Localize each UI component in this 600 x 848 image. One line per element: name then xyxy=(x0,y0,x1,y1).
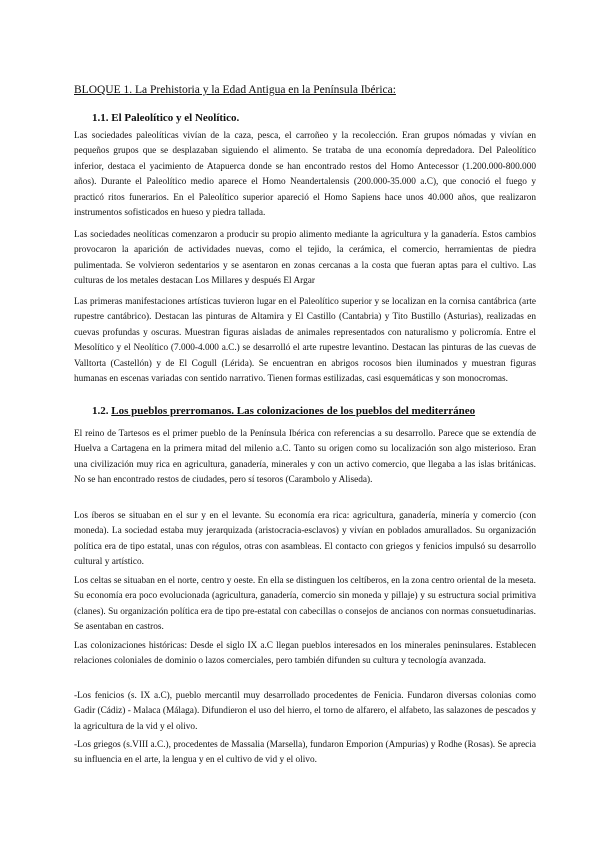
document-title: BLOQUE 1. La Prehistoria y la Edad Antigua en la Península Ibérica: xyxy=(74,84,396,96)
paragraph: Los celtas se situaban en el norte, centro y oeste. En ella se distinguen los celtíberos, en la zona centro oriental de la meseta. Su economía era poco evolucionada (agricultura, ganadería, comercio sin moneda y pillaje) y su estructura social primitiva (clanes). Su organización política era de tipo pre-estatal con cabecillas o consejos de ancianos con normas consuetudinarias. Se asentaban en castros. xyxy=(74,576,536,633)
section-1-number: 1.1. xyxy=(92,112,109,124)
paragraph: -Los fenicios (s. IX a.C), pueblo mercantil muy desarrollado procedentes de Fenicia. Fundaron diversas colonias como Gadir (Cádiz) - Malaca (Málaga). Difundieron el uso del hierro, el torno de alfarero, el alfabeto, las salazones de pescados y la agricultura de la vid y el olivo. xyxy=(74,691,536,732)
paragraph: -Los griegos (s.VIII a.C.), procedentes de Massalia (Marsella), fundaron Emporion (Ampurias) y Rodhe (Rosas). Se aprecia su influencia en el arte, la lengua y en el cultivo de vid y el olivo. xyxy=(74,740,536,766)
paragraph: Las primeras manifestaciones artísticas tuvieron lugar en el Paleolítico superior y se localizan en la cornisa cantábrica (arte rupestre cantábrico). Destacan las pinturas de Altamira y El Castillo (Cantabria) y Tito Bustillo (Asturias), realizadas en cuevas profundas y oscuras. Muestran figuras aisladas de animales representados con naturalismo y policromía. Entre el Mesolítico y el Neolítico (7.000-4.000 a.C.) se desarrolló el arte rupestre levantino. Destacan las pinturas de las cuevas de Valltorta (Castellón) y de El Cogull (Lérida). Se encuentran en abrigos rocosos bien iluminados y muestran figuras humanas en escenas variadas con sentido narrativo. Tienen formas estilizadas, casi esquemáticas y son monocromas. xyxy=(74,297,536,385)
paragraph: Las sociedades paleolíticas vivían de la caza, pesca, el carroñeo y la recolección. Eran grupos nómadas y vivían en pequeños grupos que se desplazaban siguiendo el alimento. Se trataba de una economía depredadora. Del Paleolítico inferior, destaca el yacimiento de Atapuerca donde se han encontrado restos del Homo Antecessor (1.200.000-800.000 años). Durante el Paleolítico medio aparece el Homo Neandertalensis (200.000-35.000 a.C), que conoció el fuego y practicó ritos funerarios. En el Paleolítico superior apareció el Homo Sapiens hace unos 40.000 años, que realizaron instrumentos sofisticados en hueso y piedra tallada. xyxy=(74,131,536,219)
section-2-number: 1.2. xyxy=(92,405,109,417)
paragraph: El reino de Tartesos es el primer pueblo de la Península Ibérica con referencias a su desarrollo. Parece que se extendía de Huelva a Cartagena en la primera mitad del milenio a.C. Tanto su origen como su localización son algo misterioso. Eran una civilización muy rica en agricultura, ganadería, minerales y con un activo comercio, que llegaba a las islas británicas. No se han encontrado restos de ciudades, pero sí tesoros (Carambolo y Aliseda). xyxy=(74,429,536,486)
paragraph: Los íberos se situaban en el sur y en el levante. Su economía era rica: agricultura, ganadería, minería y comercio (con moneda). La sociedad estaba muy jerarquizada (aristocracia-esclavos) y vivían en poblados amurallados. Su organización política era de tipo estatal, unas con régulos, otras con asambleas. El contacto con griegos y fenicios impulsó su desarrollo cultural y artístico. xyxy=(74,511,536,568)
section-1-heading xyxy=(92,112,239,124)
section-1-title: El Paleolítico y el Neolítico. xyxy=(111,112,240,124)
paragraph: Las sociedades neolíticas comenzaron a producir su propio alimento mediante la agricultura y la ganadería. Estos cambios provocaron la aparición de actividades nuevas, como el tejido, la cerámica, el comercio, herramientas de piedra pulimentada. Se volvieron sedentarios y se asentaron en zonas cercanas a la costa que fueran aptas para el cultivo. Las culturas de los metales destacan Los Millares y después El Argar xyxy=(74,230,536,287)
paragraph: Las colonizaciones históricas: Desde el siglo IX a.C llegan pueblos interesados en los minerales peninsulares. Establecen relaciones coloniales de dominio o lazos comerciales, pero también difunden su cultura y tecnología avanzada. xyxy=(74,641,536,667)
section-2-title: Los pueblos prerromanos. Las colonizaciones de los pueblos del mediterráneo xyxy=(111,405,476,417)
section-2-heading xyxy=(92,405,475,417)
